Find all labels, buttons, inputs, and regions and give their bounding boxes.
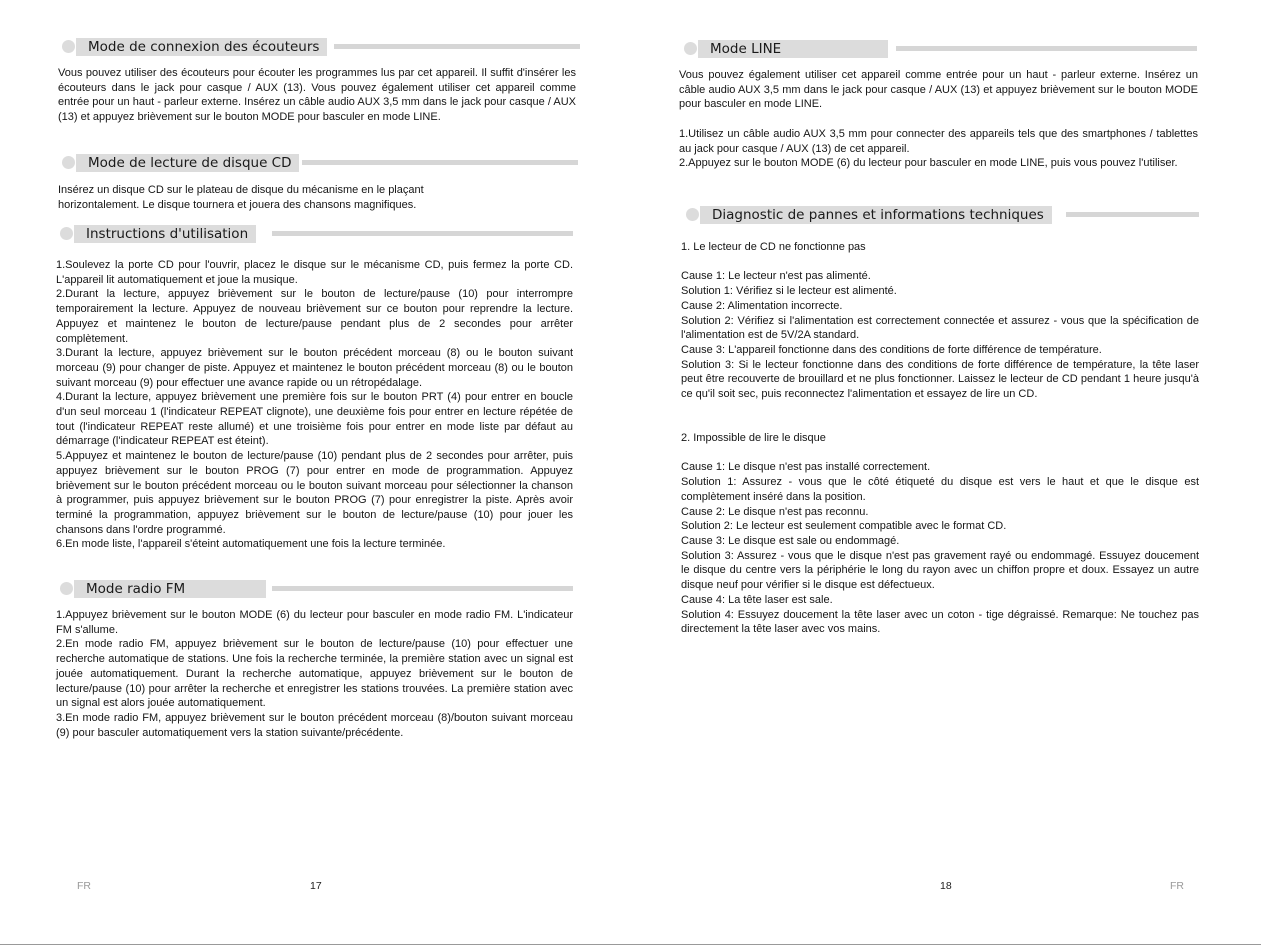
section-divider xyxy=(272,586,573,591)
diagnostic-line: Solution 2: Vérifiez si l'alimentation est correctement connectée et assurez - vous que la spécification de l'alimentation est de 5V/2A standard. xyxy=(681,314,1199,342)
problem-heading: 1. Le lecteur de CD ne fonctionne pas xyxy=(681,241,866,253)
section-title: Instructions d'utilisation xyxy=(74,225,256,243)
list-item: 2.Appuyez sur le bouton MODE (6) du lecteur pour basculer en mode LINE, puis vous pouvez l'utiliser. xyxy=(679,157,1178,170)
section-divider xyxy=(1066,212,1199,217)
section-header-line xyxy=(684,40,1197,58)
paragraph: Vous pouvez également utiliser cet appareil comme entrée pour un haut - parleur externe. Insérez un câble audio AUX 3,5 mm dans le jack pour casque / AUX (13) et appuyez brièvement sur le bouton MODE pour basculer en mode LINE. xyxy=(679,69,1198,111)
section-title: Mode de lecture de disque CD xyxy=(76,154,299,172)
diagnostic-line: Solution 3: Assurez - vous que le disque n'est pas gravement rayé ou endommagé. Essuyez doucement le disque du centre vers la périphérie le long du rayon avec un chiffon propre et doux. Essayez un autre disque neuf pour vérifier si le disque est défectueux. xyxy=(681,549,1199,592)
paragraph: Vous pouvez utiliser des écouteurs pour écouter les programmes lus par cet appareil. Il suffit d'insérer les écouteurs dans le jack pour casque / AUX (13). Vous pouvez également utiliser cet appareil comme entrée pour un haut - parleur externe. Insérez un câble audio AUX 3,5 mm dans le jack pour casque / AUX (13) et appuyez brièvement sur le bouton MODE pour basculer en mode LINE. xyxy=(58,67,576,124)
list-item: 3.En mode radio FM, appuyez brièvement sur le bouton précédent morceau (8)/bouton suivant morceau (9) pour basculer automatiquement vers la station suivante/précédente. xyxy=(56,711,573,739)
list-item: 1.Appuyez brièvement sur le bouton MODE (6) du lecteur pour basculer en mode radio FM. L'indicateur FM s'allume. xyxy=(56,609,573,636)
list-item: 5.Appuyez et maintenez le bouton de lecture/pause (10) pendant plus de 2 secondes pour arrêter, puis appuyez brièvement sur le bouton PROG (7) pour entrer en mode de programmation. Appuyez brièvement sur le bouton précédent morceau ou le bouton suivant morceau pour sélectionner la chanson à programmer, puis appuyez brièvement sur le bouton PROG (7) pour enregistrer la piste. Après avoir terminé la programmation, appuyez brièvement sur le bouton de lecture/pause (10) pour jouer les chansons dans l'ordre programmé. xyxy=(56,450,573,536)
diagnostic-line: Cause 3: Le disque est sale ou endommagé. xyxy=(681,535,900,547)
diagnostic-line: Cause 1: Le disque n'est pas installé correctement. xyxy=(681,461,931,474)
list-item: 3.Durant la lecture, appuyez brièvement sur le bouton précédent morceau (8) ou le bouton suivant morceau (9) pour changer de piste. Appuyez et maintenez le bouton précédent morceau (8) ou le bouton suivant morceau (9) pour effectuer une avance rapide ou un rétropédalage. xyxy=(56,347,573,389)
diagnostic-line: Cause 1: Le lecteur n'est pas alimenté. xyxy=(681,270,871,283)
diagnostic-line: Solution 2: Le lecteur est seulement compatible avec le format CD. xyxy=(681,520,1007,533)
section-body-headphones xyxy=(58,66,576,125)
section-title: Mode radio FM xyxy=(74,580,266,598)
bullet-dot-icon xyxy=(60,582,73,595)
list-item: 2.Durant la lecture, appuyez brièvement sur le bouton de lecture/pause (10) pour interrompre temporairement la lecture. Appuyez de nouveau brièvement sur ce bouton pour reprendre la lecture. Appuyez et maintenez le bouton de lecture/pause pendant plus de 2 secondes pour arrêter complètement. xyxy=(56,288,573,345)
footer-language: FR xyxy=(1170,880,1184,892)
paragraph-line: Insérez un disque CD sur le plateau de disque du mécanisme en le plaçant xyxy=(58,184,424,196)
bullet-dot-icon xyxy=(62,40,75,53)
section-divider xyxy=(302,160,578,165)
diagnostic-line: Cause 3: L'appareil fonctionne dans des conditions de forte différence de température. xyxy=(681,343,1102,356)
diagnostic-line: Solution 1: Vérifiez si le lecteur est alimenté. xyxy=(681,285,897,298)
section-divider xyxy=(272,231,573,236)
bullet-dot-icon xyxy=(686,208,699,221)
bullet-dot-icon xyxy=(60,227,73,240)
section-header-headphones xyxy=(62,38,580,56)
section-header-fm xyxy=(60,580,573,598)
list-item: 1.Soulevez la porte CD pour l'ouvrir, placez le disque sur le mécanisme CD, puis fermez la porte CD. L'appareil lit automatiquement et joue la musique. xyxy=(56,259,573,286)
list-item: 1.Utilisez un câble audio AUX 3,5 mm pour connecter des appareils tels que des smartphones / tablettes au jack pour casque / AUX (13) de cet appareil. xyxy=(679,127,1198,155)
page-number: 18 xyxy=(940,880,952,892)
section-title: Mode de connexion des écouteurs xyxy=(76,38,327,56)
diagnostic-line: Solution 3: Si le lecteur fonctionne dans des conditions de forte différence de température, la tête laser peut être recouverte de brouillard et ne plus fonctionner. Laissez le lecteur de CD pendant 1 heure jusqu'à ce qu'il soit sec, puis reconnectez l'alimentation et essayez de lire un CD. xyxy=(681,358,1199,401)
section-header-instructions xyxy=(60,225,573,243)
section-divider xyxy=(896,46,1197,51)
section-body-fm xyxy=(56,608,573,740)
problem-heading: 2. Impossible de lire le disque xyxy=(681,432,826,445)
left-page xyxy=(0,0,630,946)
section-body-diagnostic xyxy=(681,240,1199,637)
section-title: Diagnostic de pannes et informations techniques xyxy=(700,206,1052,224)
list-item: 2.En mode radio FM, appuyez brièvement sur le bouton de lecture/pause (10) pour effectuer une recherche automatique de stations. Une fois la recherche terminée, la première station avec un signal est jouée automatiquement. Durant la recherche automatique, appuyez brièvement sur le bouton de lecture/pause (10) pour arrêter la recherche et enregistrer les stations trouvées. La première station avec un signal est alors jouée automatiquement. xyxy=(56,638,573,710)
section-header-diagnostic xyxy=(686,206,1199,224)
list-item: 4.Durant la lecture, appuyez brièvement une première fois sur le bouton PRT (4) pour entrer en boucle d'un seul morceau 1 (l'indicateur REPEAT clignote), une deuxième fois pour entrer en lecture répétée de tout (l'indicateur REPEAT reste allumé) et une troisième fois pour entrer en mode liste par défaut au démarrage (l'indicateur REPEAT est éteint). xyxy=(56,391,573,448)
bullet-dot-icon xyxy=(62,156,75,169)
section-divider xyxy=(334,44,580,49)
diagnostic-line: Solution 4: Essuyez doucement la tête laser avec un coton - tige dégraissé. Remarque: Ne touchez pas directement la tête laser avec vos mains. xyxy=(681,608,1199,636)
page-bottom-rule xyxy=(0,944,1261,945)
diagnostic-line: Solution 1: Assurez - vous que le côté étiqueté du disque est vers le haut et que le disque est complètement inséré dans la position. xyxy=(681,476,1199,503)
right-page xyxy=(630,0,1261,946)
footer-language: FR xyxy=(77,880,91,892)
list-item: 6.En mode liste, l'appareil s'éteint automatiquement une fois la lecture terminée. xyxy=(56,538,446,551)
section-header-cd xyxy=(62,154,578,172)
section-title: Mode LINE xyxy=(698,40,888,58)
bullet-dot-icon xyxy=(684,42,697,55)
diagnostic-line: Cause 4: La tête laser est sale. xyxy=(681,593,833,606)
paragraph-line: horizontalement. Le disque tournera et jouera des chansons magnifiques. xyxy=(58,198,417,211)
page-number: 17 xyxy=(310,880,322,892)
diagnostic-line: Cause 2: Le disque n'est pas reconnu. xyxy=(681,505,869,518)
section-body-line xyxy=(679,68,1198,171)
section-body-instructions xyxy=(56,258,573,552)
diagnostic-line: Cause 2: Alimentation incorrecte. xyxy=(681,299,843,312)
section-body-cd xyxy=(58,183,576,212)
